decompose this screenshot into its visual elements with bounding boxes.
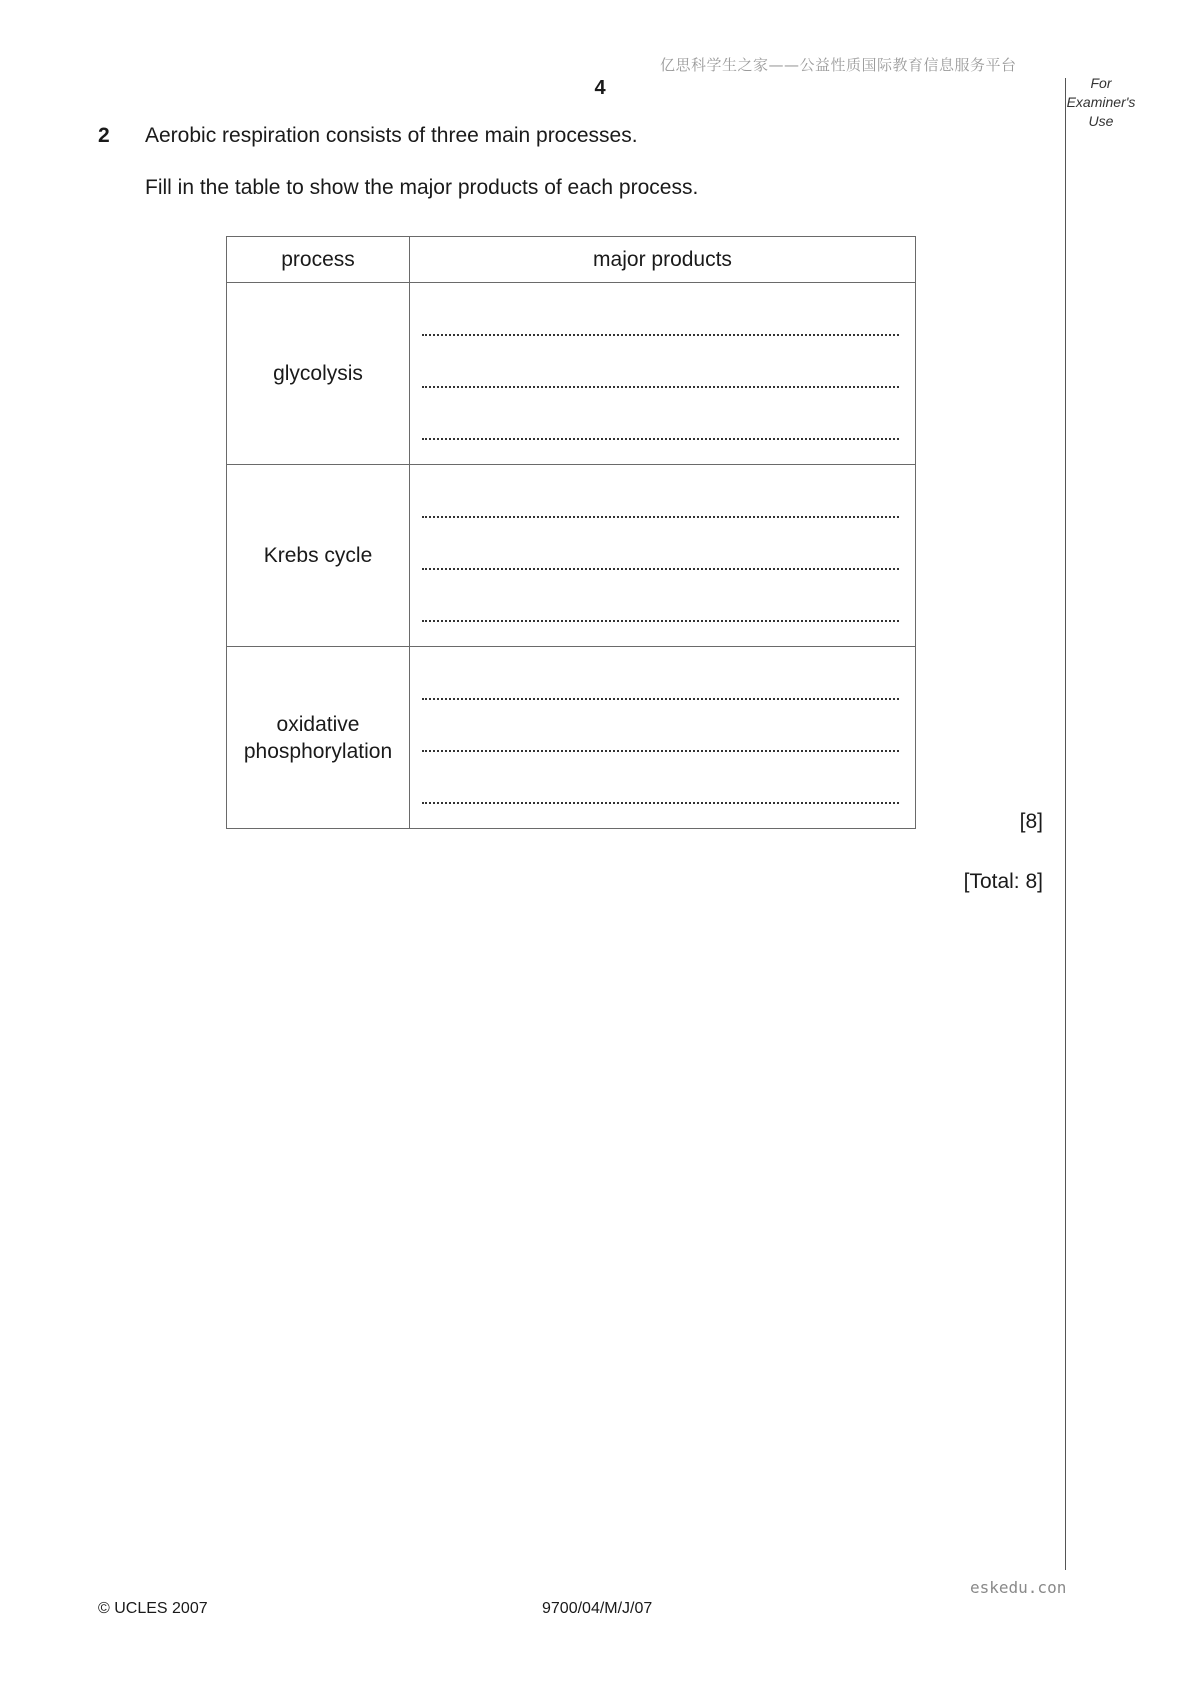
- process-oxidative-phosphorylation-label: oxidative phosphorylation: [243, 712, 393, 763]
- answer-line[interactable]: [422, 764, 899, 816]
- table-row: [227, 465, 916, 647]
- marks-total: [Total: 8]: [963, 870, 1043, 893]
- process-oxidative-phosphorylation: [227, 647, 410, 829]
- examiner-margin-rule: [1065, 78, 1066, 1570]
- table-header-row: [227, 237, 916, 283]
- answer-line[interactable]: [422, 582, 899, 634]
- answer-table: [226, 236, 916, 829]
- examiner-use-line-1: For: [1090, 75, 1112, 91]
- header-major-products: major products: [410, 237, 916, 283]
- question-instruction: Fill in the table to show the major products of each process.: [145, 176, 699, 199]
- answer-line[interactable]: [422, 348, 899, 400]
- table-row: [227, 283, 916, 465]
- marks-part: [8]: [1019, 810, 1043, 833]
- products-oxidative-phosphorylation[interactable]: [410, 647, 916, 829]
- question-stem: Aerobic respiration consists of three main processes.: [145, 124, 638, 147]
- answer-line[interactable]: [422, 296, 899, 348]
- question-number: 2: [98, 124, 110, 147]
- header-process: process: [227, 237, 410, 283]
- answer-line[interactable]: [422, 400, 899, 452]
- process-glycolysis: glycolysis: [227, 283, 410, 465]
- answer-line[interactable]: [422, 712, 899, 764]
- answer-line[interactable]: [422, 530, 899, 582]
- examiner-use-line-2: Examiner's: [1066, 94, 1136, 110]
- header-watermark: 亿思科学生之家——公益性质国际教育信息服务平台: [660, 56, 1017, 74]
- footer-copyright: © UCLES 2007: [98, 1600, 208, 1617]
- footer-watermark: eskedu.con: [970, 1578, 1067, 1597]
- footer-paper-code: 9700/04/M/J/07: [542, 1600, 653, 1617]
- products-krebs-cycle[interactable]: [410, 465, 916, 647]
- answer-line[interactable]: [422, 660, 899, 712]
- table-row: [227, 647, 916, 829]
- process-krebs-cycle: Krebs cycle: [227, 465, 410, 647]
- products-glycolysis[interactable]: [410, 283, 916, 465]
- answer-line[interactable]: [422, 478, 899, 530]
- examiner-use-line-3: Use: [1088, 113, 1114, 129]
- page-number: 4: [594, 77, 606, 99]
- examiner-use-label: [1060, 74, 1142, 131]
